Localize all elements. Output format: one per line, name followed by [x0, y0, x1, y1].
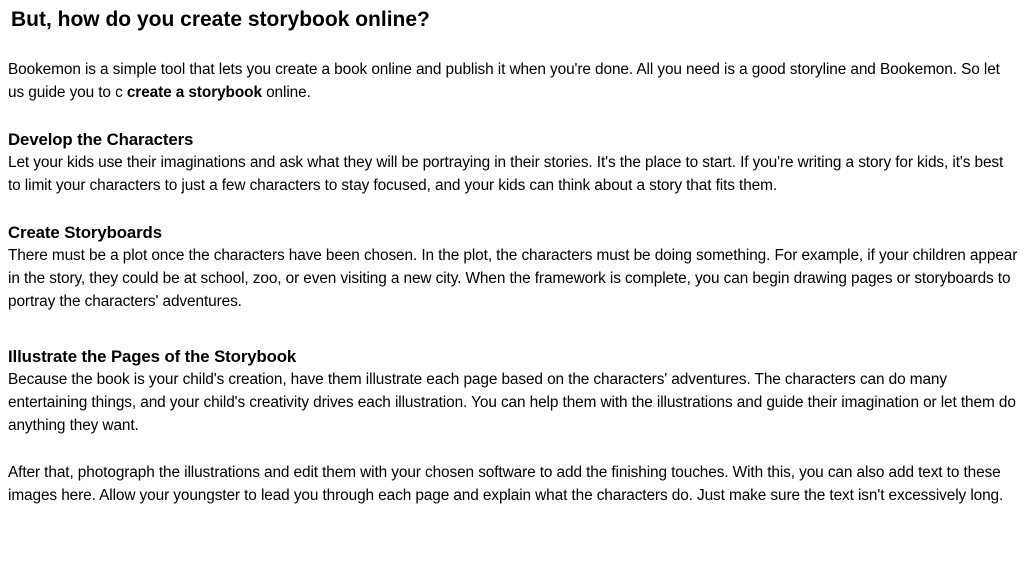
intro-bold-link-text: create a storybook — [126, 84, 262, 101]
page-title: But, how do you create storybook online? — [11, 8, 430, 31]
section-heading-develop-characters: Develop the Characters — [8, 130, 194, 149]
closing-paragraph: After that, photograph the illustrations and edit them with your chosen software to add the finishing touches. With this, you can also add text to these images here. Allow your youngster to lead you through each page and explain what the characters do. Just make sure the text isn't excessively long. — [8, 464, 1004, 504]
section-heading-create-storyboards: Create Storyboards — [8, 223, 162, 242]
intro-text-end: online. — [261, 84, 311, 101]
section-body-develop-characters: Let your kids use their imaginations and ask what they will be portraying in their stories. It's the place to start. If you're writing a story for kids, it's best to limit your characters to just a few characters to stay focused, and your kids can think about a story that fits them. — [8, 154, 1004, 194]
article-body — [8, 58, 1018, 507]
section-body-create-storyboards: There must be a plot once the characters have been chosen. In the plot, the characters must be doing something. For example, if your children appear in the story, they could be at school, zoo, or even visiting a new city. When the framework is complete, you can begin drawing pages or storyboards to portray the characters' adventures. — [8, 247, 1018, 310]
section-body-illustrate-pages: Because the book is your child's creation, have them illustrate each page based on the characters' adventures. The characters can do many entertaining things, and your child's creativity drives each illustration. You can help them with the illustrations and guide their imagination or let them do anything they want. — [8, 371, 1016, 434]
intro-paragraph — [8, 58, 1018, 104]
intro-text-start: Bookemon is a simple tool that lets you create a book online and publish it when you're done. All you need is a good storyline and Bookemon. So let us guide you to c — [8, 61, 1000, 101]
section-heading-illustrate-pages: Illustrate the Pages of the Storybook — [8, 347, 297, 366]
